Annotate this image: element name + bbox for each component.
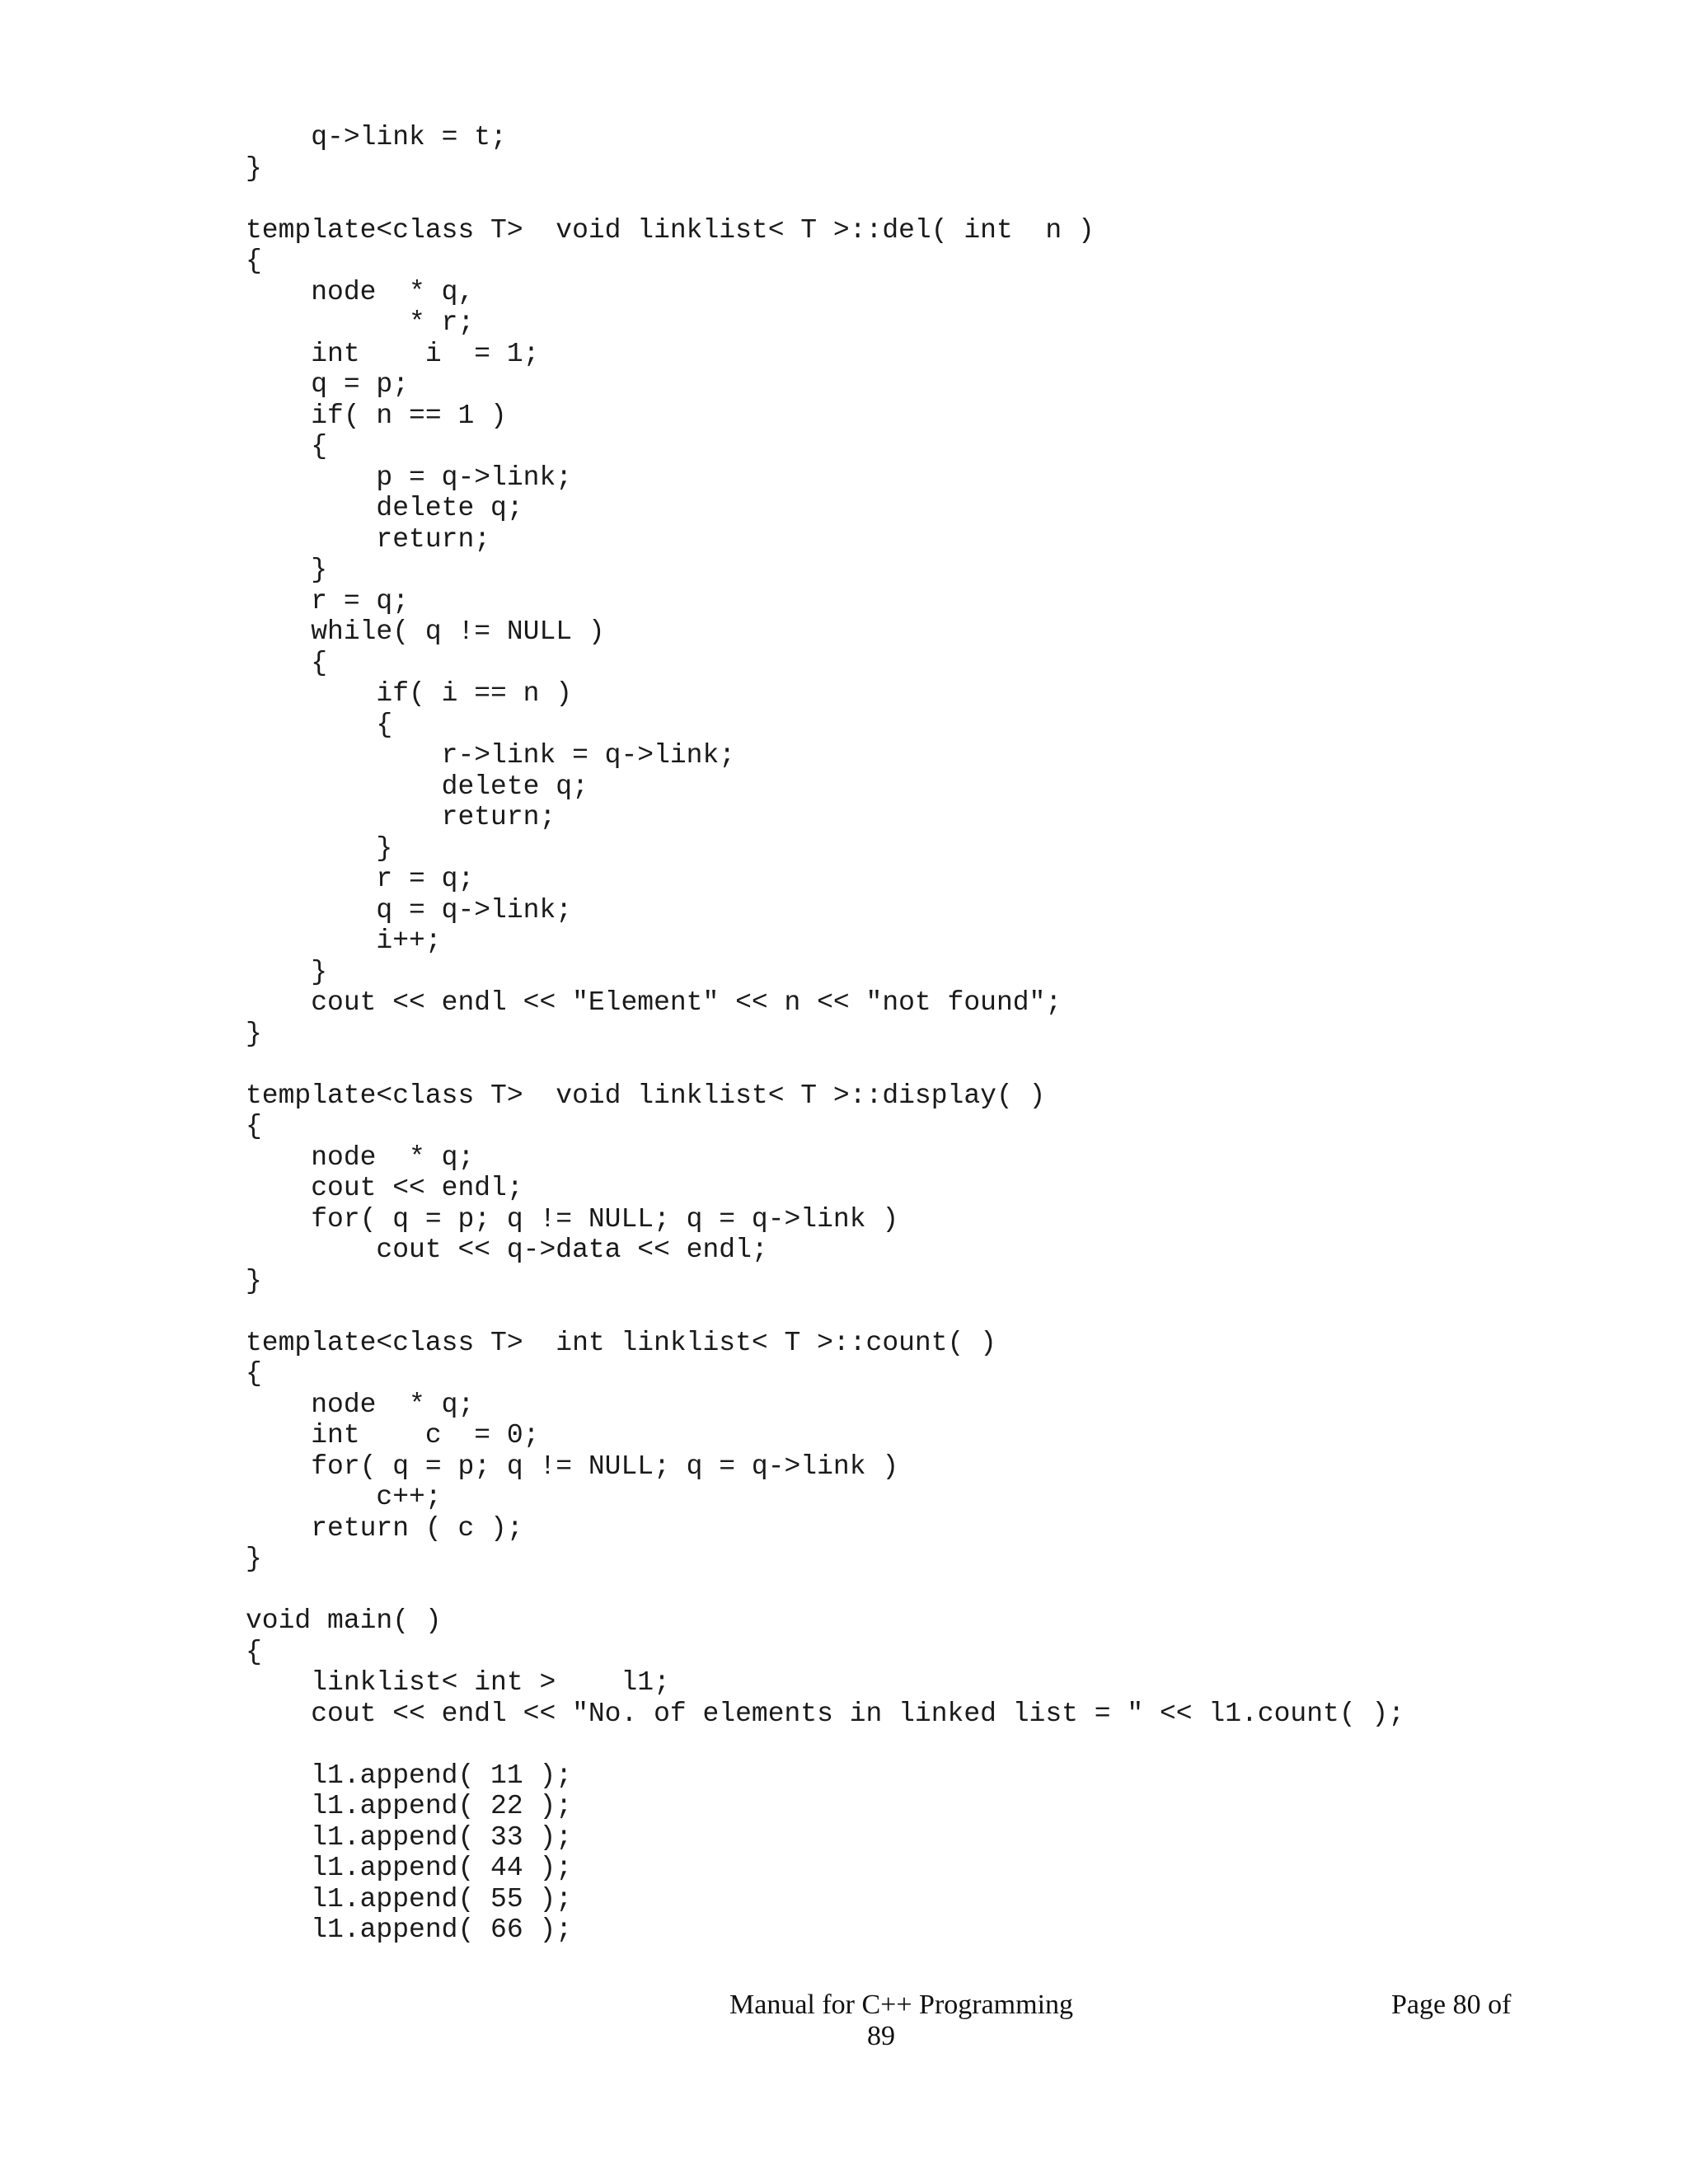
code-line: node * q, [246,276,475,307]
code-line: if( i == n ) [246,678,573,709]
code-line: return ( c ); [246,1512,523,1544]
code-line: i++; [246,926,442,956]
code-line: int i = 1; [246,338,540,369]
code-line: r = q; [246,585,410,616]
code-line: { [246,431,328,462]
code-line: cout << endl; [246,1173,523,1203]
code-line [246,1049,1404,1080]
code-line: } [246,555,328,585]
code-line: if( n == 1 ) [246,400,507,431]
code-line: while( q != NULL ) [246,616,605,647]
code-line [246,1296,1404,1328]
code-line: p = q->link; [246,462,573,493]
code-line [246,184,1404,215]
code-line: { [246,1111,262,1141]
code-line: l1.append( 11 ); [246,1760,573,1791]
code-line: } [246,956,328,987]
code-line: delete q; [246,771,588,802]
code-line: int c = 0; [246,1420,540,1451]
code-line: c++; [246,1482,442,1512]
code-line: return; [246,802,556,832]
code-line: { [246,246,262,276]
code-line: cout << endl << "Element" << n << "not found"; [246,987,1062,1018]
code-line: node * q; [246,1389,475,1420]
code-line: linklist< int > l1; [246,1667,670,1698]
code-listing [246,122,1404,1946]
code-line: void main( ) [246,1605,442,1636]
code-line [246,1575,1404,1606]
footer-page-number: Page 80 of [1391,1990,1512,2020]
code-line: } [246,1018,262,1049]
code-line: r->link = q->link; [246,740,736,771]
code-line: cout << q->data << endl; [246,1235,768,1265]
code-line: return; [246,523,491,555]
code-line: l1.append( 22 ); [246,1791,573,1821]
code-line: q = p; [246,369,410,400]
code-line [246,1729,1404,1760]
code-line: delete q; [246,493,523,523]
code-line: l1.append( 55 ); [246,1883,573,1915]
code-line: template<class T> void linklist< T >::display( ) [246,1080,1046,1111]
footer-manual-title: Manual for C++ Programming [729,1990,1074,2020]
code-line: for( q = p; q != NULL; q = q->link ) [246,1451,899,1482]
code-line: l1.append( 66 ); [246,1915,573,1945]
code-line: node * q; [246,1141,475,1173]
code-line: { [246,709,393,740]
code-line: r = q; [246,864,475,894]
code-line: { [246,1636,262,1667]
code-line: for( q = p; q != NULL; q = q->link ) [246,1203,899,1235]
code-line: template<class T> int linklist< T >::count( ) [246,1327,996,1358]
code-line: * r; [246,307,475,338]
code-line: } [246,1265,262,1296]
code-line: } [246,1544,262,1574]
code-line: { [246,1358,262,1389]
code-line: template<class T> void linklist< T >::del( int n ) [246,214,1095,246]
code-line: l1.append( 33 ); [246,1821,573,1853]
footer-page-total: 89 [867,2021,895,2051]
code-line: cout << endl << "No. of elements in linked list = " << l1.count( ); [246,1698,1405,1729]
code-line: q->link = t; [246,122,507,152]
code-line: } [246,152,262,184]
code-line: q = q->link; [246,894,573,926]
code-line: { [246,647,328,678]
code-line: l1.append( 44 ); [246,1853,573,1883]
code-line: } [246,832,393,864]
